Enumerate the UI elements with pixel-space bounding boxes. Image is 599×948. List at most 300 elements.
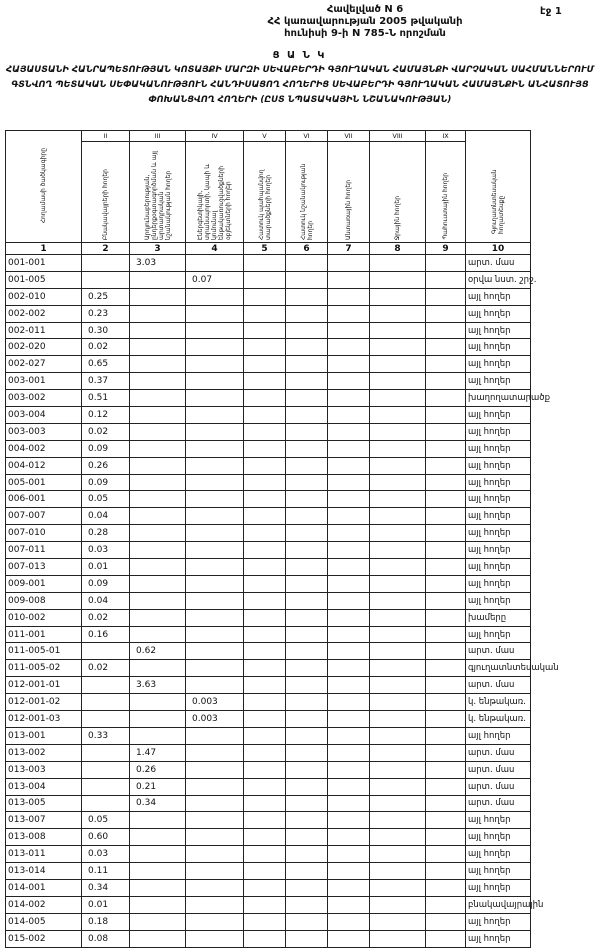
water-land-cell: [370, 373, 426, 390]
land-type-cell: այլ հողեր: [466, 913, 531, 930]
parcel-code-cell: 015-002: [6, 930, 82, 947]
parcel-code-cell: 014-002: [6, 896, 82, 913]
industrial-land-cell: [130, 846, 186, 863]
special-land-cell: [286, 829, 328, 846]
water-land-cell: [370, 271, 426, 288]
table-row: [6, 592, 531, 609]
parcel-code-cell: 010-002: [6, 609, 82, 626]
reserve-land-cell: [426, 559, 466, 576]
special-land-cell: [286, 508, 328, 525]
table-row: [6, 795, 531, 812]
reserve-land-cell: [426, 896, 466, 913]
special-land-cell: [286, 322, 328, 339]
settlement-land-cell: 0.01: [82, 559, 130, 576]
reserve-land-cell: [426, 373, 466, 390]
land-type-cell: այլ հողեր: [466, 339, 531, 356]
industrial-land-cell: [130, 271, 186, 288]
forest-land-cell: [328, 271, 370, 288]
protected-land-cell: [244, 373, 286, 390]
industrial-land-cell: 0.34: [130, 795, 186, 812]
forest-land-cell: [328, 711, 370, 728]
parcel-code-cell: 013-014: [6, 863, 82, 880]
special-land-cell: [286, 423, 328, 440]
infrastructure-land-cell: [186, 795, 244, 812]
infrastructure-land-cell: [186, 474, 244, 491]
special-land-cell: [286, 457, 328, 474]
column-number: 3: [130, 243, 186, 255]
special-land-cell: [286, 271, 328, 288]
forest-land-cell: [328, 339, 370, 356]
infrastructure-land-cell: [186, 879, 244, 896]
appendix-line: հունիսի 9-ի N 785-Ն որոշման: [284, 28, 446, 39]
industrial-land-cell: [130, 440, 186, 457]
water-land-cell: [370, 626, 426, 643]
special-land-cell: [286, 930, 328, 947]
land-type-cell: արտ. մաս: [466, 795, 531, 812]
column-number: 7: [328, 243, 370, 255]
roman-cell: VIII: [370, 131, 426, 142]
settlement-land-cell: 0.34: [82, 879, 130, 896]
parcel-code-cell: 013-001: [6, 727, 82, 744]
infrastructure-land-cell: [186, 829, 244, 846]
reserve-land-cell: [426, 508, 466, 525]
special-land-cell: [286, 559, 328, 576]
forest-land-cell: [328, 778, 370, 795]
infrastructure-land-cell: [186, 896, 244, 913]
water-land-cell: [370, 677, 426, 694]
land-type-cell: գյուղատնտեսական: [466, 660, 531, 677]
column-header-row: [6, 142, 531, 243]
special-land-cell: [286, 288, 328, 305]
table-row: [6, 744, 531, 761]
special-land-cell: [286, 609, 328, 626]
settlement-land-cell: 0.60: [82, 829, 130, 846]
protected-land-cell: [244, 255, 286, 272]
land-type-cell: այլ հողեր: [466, 829, 531, 846]
land-type-cell: այլ հողեր: [466, 474, 531, 491]
column-number-row: [6, 243, 531, 255]
reserve-land-cell: [426, 271, 466, 288]
water-land-cell: [370, 356, 426, 373]
special-land-cell: [286, 440, 328, 457]
forest-land-cell: [328, 288, 370, 305]
special-land-cell: [286, 711, 328, 728]
water-land-cell: [370, 863, 426, 880]
forest-land-cell: [328, 491, 370, 508]
industrial-land-cell: 0.21: [130, 778, 186, 795]
special-land-cell: [286, 846, 328, 863]
reserve-land-cell: [426, 575, 466, 592]
water-land-cell: [370, 812, 426, 829]
header-cell-8: Ջրային հողեր: [370, 142, 426, 243]
table-row: [6, 356, 531, 373]
infrastructure-land-cell: 0.07: [186, 271, 244, 288]
land-type-cell: արտ. մաս: [466, 255, 531, 272]
protected-land-cell: [244, 305, 286, 322]
industrial-land-cell: [130, 812, 186, 829]
industrial-land-cell: [130, 694, 186, 711]
water-land-cell: [370, 423, 426, 440]
forest-land-cell: [328, 727, 370, 744]
forest-land-cell: [328, 744, 370, 761]
special-land-cell: [286, 727, 328, 744]
infrastructure-land-cell: [186, 491, 244, 508]
reserve-land-cell: [426, 322, 466, 339]
industrial-land-cell: 3.03: [130, 255, 186, 272]
forest-land-cell: [328, 643, 370, 660]
protected-land-cell: [244, 727, 286, 744]
land-type-cell: այլ հողեր: [466, 288, 531, 305]
settlement-land-cell: 0.09: [82, 440, 130, 457]
protected-land-cell: [244, 508, 286, 525]
industrial-land-cell: [130, 322, 186, 339]
special-land-cell: [286, 525, 328, 542]
reserve-land-cell: [426, 542, 466, 559]
industrial-land-cell: [130, 863, 186, 880]
roman-header-row: [6, 131, 531, 142]
land-type-cell: այլ հողեր: [466, 575, 531, 592]
land-type-cell: այլ հողեր: [466, 559, 531, 576]
water-land-cell: [370, 660, 426, 677]
protected-land-cell: [244, 542, 286, 559]
reserve-land-cell: [426, 812, 466, 829]
infrastructure-land-cell: 0.003: [186, 711, 244, 728]
water-land-cell: [370, 694, 426, 711]
reserve-land-cell: [426, 677, 466, 694]
protected-land-cell: [244, 846, 286, 863]
parcel-code-cell: 003-003: [6, 423, 82, 440]
land-type-cell: այլ հողեր: [466, 322, 531, 339]
parcel-code-cell: 001-005: [6, 271, 82, 288]
land-type-cell: այլ հողեր: [466, 525, 531, 542]
land-type-cell: այլ հողեր: [466, 930, 531, 947]
header-cell-7: Անտառային հողեր: [328, 142, 370, 243]
infrastructure-land-cell: [186, 255, 244, 272]
protected-land-cell: [244, 711, 286, 728]
water-land-cell: [370, 879, 426, 896]
parcel-code-cell: 004-012: [6, 457, 82, 474]
header-cell-10: Գյուղատնտեսական հողատեսքը: [466, 131, 531, 243]
header-cell-9: Պահուստային հողեր: [426, 142, 466, 243]
water-land-cell: [370, 744, 426, 761]
industrial-land-cell: 1.47: [130, 744, 186, 761]
table-row: [6, 896, 531, 913]
infrastructure-land-cell: [186, 863, 244, 880]
forest-land-cell: [328, 829, 370, 846]
land-type-cell: խամերը: [466, 609, 531, 626]
settlement-land-cell: 0.04: [82, 508, 130, 525]
forest-land-cell: [328, 863, 370, 880]
settlement-land-cell: 0.08: [82, 930, 130, 947]
table-row: [6, 660, 531, 677]
table-row: [6, 812, 531, 829]
water-land-cell: [370, 829, 426, 846]
special-land-cell: [286, 339, 328, 356]
settlement-land-cell: 0.02: [82, 609, 130, 626]
infrastructure-land-cell: [186, 339, 244, 356]
industrial-land-cell: [130, 457, 186, 474]
settlement-land-cell: 0.05: [82, 812, 130, 829]
land-type-cell: այլ հողեր: [466, 727, 531, 744]
roman-cell: V: [244, 131, 286, 142]
parcel-code-cell: 003-004: [6, 407, 82, 424]
settlement-land-cell: 0.65: [82, 356, 130, 373]
special-land-cell: [286, 896, 328, 913]
column-number: 1: [6, 243, 82, 255]
infrastructure-land-cell: [186, 761, 244, 778]
protected-land-cell: [244, 829, 286, 846]
parcel-code-cell: 009-008: [6, 592, 82, 609]
protected-land-cell: [244, 778, 286, 795]
parcel-code-cell: 012-001-03: [6, 711, 82, 728]
infrastructure-land-cell: [186, 727, 244, 744]
table-row: [6, 643, 531, 660]
parcel-code-cell: 013-002: [6, 744, 82, 761]
water-land-cell: [370, 609, 426, 626]
table-row: [6, 474, 531, 491]
water-land-cell: [370, 896, 426, 913]
forest-land-cell: [328, 305, 370, 322]
industrial-land-cell: [130, 559, 186, 576]
special-land-cell: [286, 255, 328, 272]
table-row: [6, 508, 531, 525]
protected-land-cell: [244, 896, 286, 913]
land-type-cell: այլ հողեր: [466, 846, 531, 863]
land-type-cell: այլ հողեր: [466, 491, 531, 508]
water-land-cell: [370, 322, 426, 339]
appendix-note: [240, 4, 490, 40]
water-land-cell: [370, 930, 426, 947]
reserve-land-cell: [426, 491, 466, 508]
forest-land-cell: [328, 559, 370, 576]
water-land-cell: [370, 305, 426, 322]
reserve-land-cell: [426, 288, 466, 305]
infrastructure-land-cell: [186, 356, 244, 373]
industrial-land-cell: [130, 423, 186, 440]
land-type-cell: արտ. մաս: [466, 643, 531, 660]
protected-land-cell: [244, 457, 286, 474]
reserve-land-cell: [426, 440, 466, 457]
reserve-land-cell: [426, 829, 466, 846]
reserve-land-cell: [426, 846, 466, 863]
column-number: 5: [244, 243, 286, 255]
water-land-cell: [370, 846, 426, 863]
infrastructure-land-cell: [186, 609, 244, 626]
parcel-code-cell: 002-002: [6, 305, 82, 322]
protected-land-cell: [244, 575, 286, 592]
table-row: [6, 677, 531, 694]
infrastructure-land-cell: [186, 373, 244, 390]
land-type-cell: այլ հողեր: [466, 592, 531, 609]
settlement-land-cell: 0.02: [82, 660, 130, 677]
industrial-land-cell: [130, 288, 186, 305]
parcel-code-cell: 002-010: [6, 288, 82, 305]
settlement-land-cell: 0.28: [82, 525, 130, 542]
settlement-land-cell: 0.37: [82, 373, 130, 390]
industrial-land-cell: [130, 879, 186, 896]
table-row: [6, 626, 531, 643]
table-row: [6, 491, 531, 508]
table-row: [6, 711, 531, 728]
water-land-cell: [370, 525, 426, 542]
parcel-code-cell: 013-003: [6, 761, 82, 778]
special-land-cell: [286, 491, 328, 508]
industrial-land-cell: [130, 930, 186, 947]
parcel-code-cell: 004-002: [6, 440, 82, 457]
land-type-cell: այլ հողեր: [466, 373, 531, 390]
forest-land-cell: [328, 677, 370, 694]
reserve-land-cell: [426, 339, 466, 356]
forest-land-cell: [328, 440, 370, 457]
reserve-land-cell: [426, 879, 466, 896]
special-land-cell: [286, 305, 328, 322]
parcel-code-cell: 013-004: [6, 778, 82, 795]
industrial-land-cell: [130, 575, 186, 592]
infrastructure-land-cell: [186, 643, 244, 660]
reserve-land-cell: [426, 609, 466, 626]
settlement-land-cell: [82, 255, 130, 272]
infrastructure-land-cell: [186, 288, 244, 305]
water-land-cell: [370, 440, 426, 457]
industrial-land-cell: [130, 508, 186, 525]
industrial-land-cell: [130, 609, 186, 626]
header-cell-5: Հատուկ պահպանվող տարածքների հողեր: [244, 142, 286, 243]
parcel-code-cell: 013-007: [6, 812, 82, 829]
settlement-land-cell: 0.02: [82, 423, 130, 440]
settlement-land-cell: [82, 778, 130, 795]
industrial-land-cell: [130, 373, 186, 390]
reserve-land-cell: [426, 778, 466, 795]
reserve-land-cell: [426, 744, 466, 761]
reserve-land-cell: [426, 727, 466, 744]
forest-land-cell: [328, 407, 370, 424]
infrastructure-land-cell: [186, 744, 244, 761]
special-land-cell: [286, 660, 328, 677]
land-type-cell: արտ. մաս: [466, 744, 531, 761]
forest-land-cell: [328, 930, 370, 947]
industrial-land-cell: [130, 913, 186, 930]
protected-land-cell: [244, 812, 286, 829]
land-type-cell: արտ. մաս: [466, 677, 531, 694]
table-row: [6, 694, 531, 711]
settlement-land-cell: 0.05: [82, 491, 130, 508]
land-type-cell: այլ հողեր: [466, 879, 531, 896]
land-type-cell: այլ հողեր: [466, 305, 531, 322]
roman-cell: II: [82, 131, 130, 142]
land-type-cell: կ. ենթակառ.: [466, 694, 531, 711]
infrastructure-land-cell: [186, 812, 244, 829]
settlement-land-cell: 0.09: [82, 474, 130, 491]
header-cell-6: Հատուկ նշանակության հողեր: [286, 142, 328, 243]
forest-land-cell: [328, 457, 370, 474]
industrial-land-cell: [130, 711, 186, 728]
reserve-land-cell: [426, 255, 466, 272]
forest-land-cell: [328, 373, 370, 390]
infrastructure-land-cell: [186, 440, 244, 457]
table-row: [6, 440, 531, 457]
reserve-land-cell: [426, 643, 466, 660]
land-type-cell: արտ. մաս: [466, 761, 531, 778]
industrial-land-cell: 0.26: [130, 761, 186, 778]
forest-land-cell: [328, 255, 370, 272]
water-land-cell: [370, 339, 426, 356]
roman-cell: IV: [186, 131, 244, 142]
parcel-code-cell: 011-005-02: [6, 660, 82, 677]
protected-land-cell: [244, 423, 286, 440]
land-type-cell: օրվա նստ. շրջ.: [466, 271, 531, 288]
settlement-land-cell: 0.02: [82, 339, 130, 356]
infrastructure-land-cell: [186, 457, 244, 474]
table-row: [6, 913, 531, 930]
industrial-land-cell: [130, 356, 186, 373]
settlement-land-cell: 0.16: [82, 626, 130, 643]
table-row: [6, 575, 531, 592]
parcel-code-cell: 007-010: [6, 525, 82, 542]
settlement-land-cell: 0.23: [82, 305, 130, 322]
protected-land-cell: [244, 863, 286, 880]
protected-land-cell: [244, 559, 286, 576]
special-land-cell: [286, 542, 328, 559]
industrial-land-cell: [130, 727, 186, 744]
roman-cell: VI: [286, 131, 328, 142]
special-land-cell: [286, 677, 328, 694]
table-row: [6, 255, 531, 272]
table-row: [6, 271, 531, 288]
parcel-code-cell: 003-001: [6, 373, 82, 390]
protected-land-cell: [244, 491, 286, 508]
column-number: 2: [82, 243, 130, 255]
settlement-land-cell: 0.33: [82, 727, 130, 744]
settlement-land-cell: [82, 795, 130, 812]
water-land-cell: [370, 255, 426, 272]
special-land-cell: [286, 626, 328, 643]
settlement-land-cell: 0.12: [82, 407, 130, 424]
parcel-code-cell: 007-013: [6, 559, 82, 576]
industrial-land-cell: [130, 542, 186, 559]
protected-land-cell: [244, 474, 286, 491]
special-land-cell: [286, 474, 328, 491]
table-body: [6, 255, 559, 948]
protected-land-cell: [244, 744, 286, 761]
water-land-cell: [370, 407, 426, 424]
forest-land-cell: [328, 542, 370, 559]
forest-land-cell: [328, 896, 370, 913]
forest-land-cell: [328, 423, 370, 440]
land-table: [5, 130, 559, 948]
parcel-code-cell: 007-007: [6, 508, 82, 525]
forest-land-cell: [328, 474, 370, 491]
forest-land-cell: [328, 660, 370, 677]
reserve-land-cell: [426, 660, 466, 677]
parcel-code-cell: 005-001: [6, 474, 82, 491]
industrial-land-cell: [130, 829, 186, 846]
settlement-land-cell: [82, 271, 130, 288]
industrial-land-cell: [130, 525, 186, 542]
header-cell-1: Հողամասի ծածկագիրը: [6, 131, 82, 243]
protected-land-cell: [244, 322, 286, 339]
forest-land-cell: [328, 609, 370, 626]
land-type-cell: այլ հողեր: [466, 457, 531, 474]
parcel-code-cell: 013-011: [6, 846, 82, 863]
infrastructure-land-cell: [186, 423, 244, 440]
protected-land-cell: [244, 356, 286, 373]
industrial-land-cell: [130, 305, 186, 322]
infrastructure-land-cell: [186, 930, 244, 947]
water-land-cell: [370, 592, 426, 609]
industrial-land-cell: 3.63: [130, 677, 186, 694]
settlement-land-cell: 0.03: [82, 846, 130, 863]
protected-land-cell: [244, 339, 286, 356]
